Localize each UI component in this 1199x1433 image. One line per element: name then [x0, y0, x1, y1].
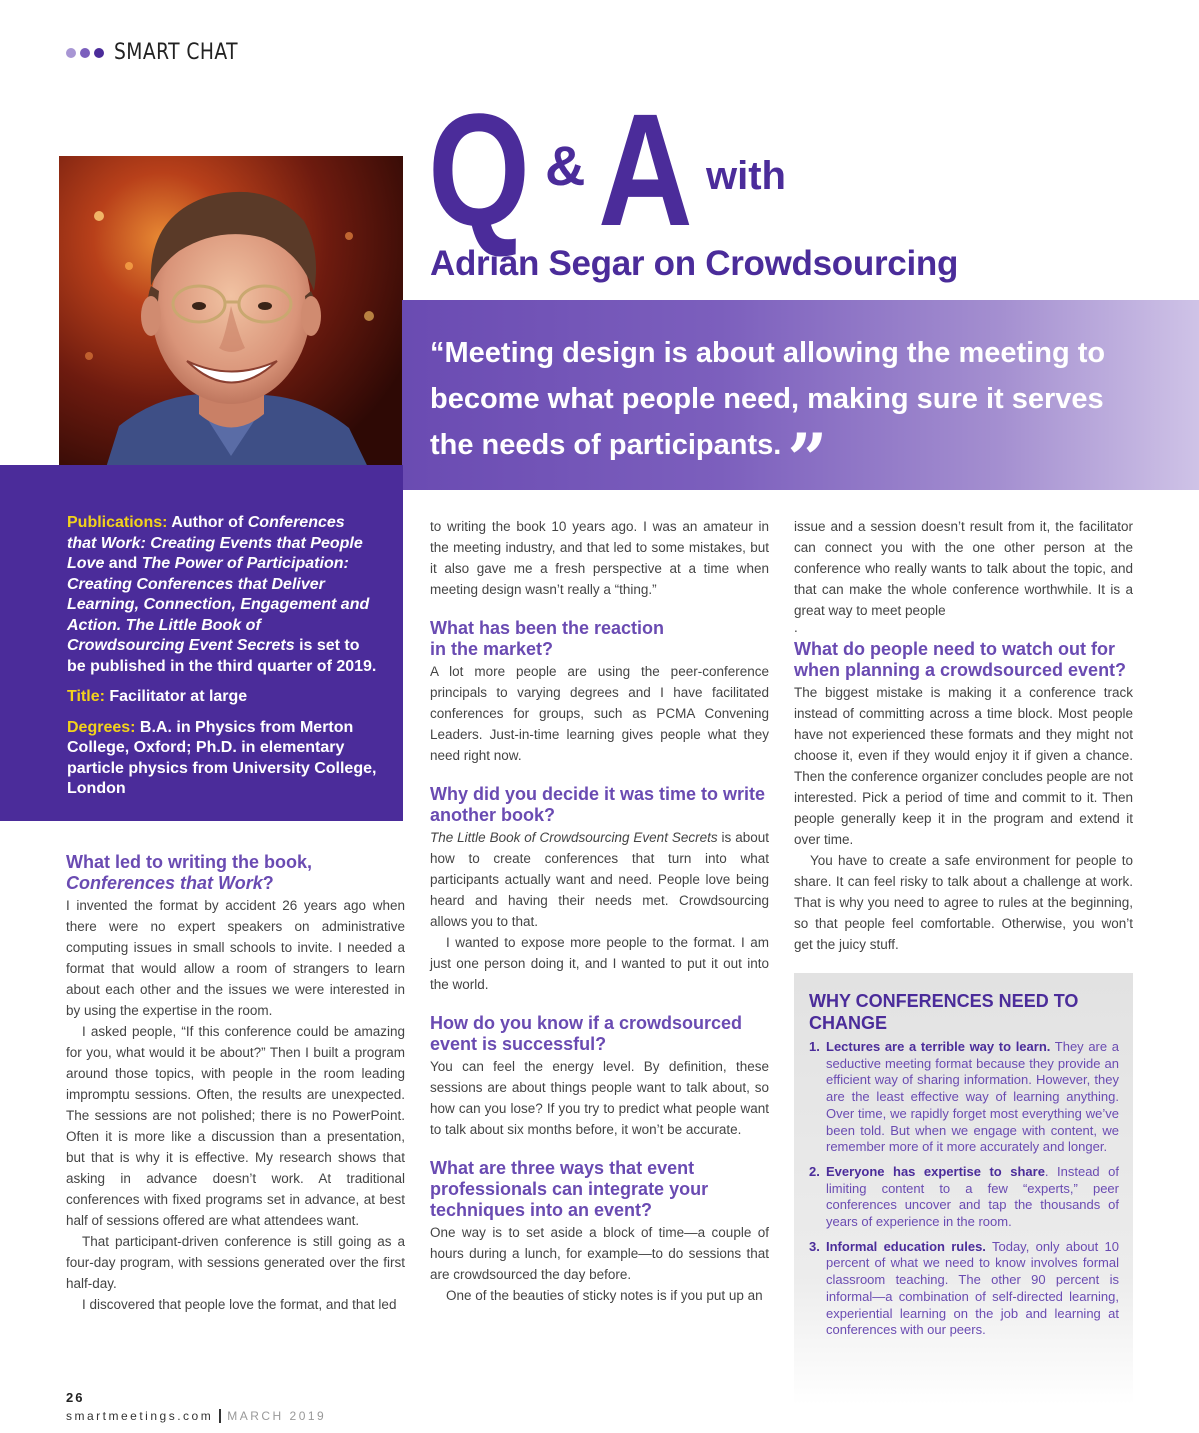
title-q: Q [428, 80, 522, 259]
title-value: Facilitator at large [104, 688, 248, 705]
page-number: 26 [66, 1390, 85, 1405]
portrait-photo [59, 156, 403, 490]
pull-quote [430, 330, 1150, 501]
list-item-head: Everyone has expertise to share [826, 1163, 1045, 1179]
paragraph: I invented the format by accident 26 years ago when there were no expert speakers on administrative computing issues in small schools to invite. I needed a format that would allow a room of strangers to learn about each other and the issues we were interested in by using the expertise in the room. [66, 898, 405, 1018]
section-label: SMART CHAT [114, 40, 238, 65]
sidebar-title: WHY CONFERENCES NEED TO CHANGE [809, 991, 1079, 1033]
bio-text: and [104, 555, 142, 572]
title-a: A [598, 80, 693, 259]
degrees-label: Degrees: [67, 718, 136, 736]
header-dots [66, 48, 104, 58]
footer-date: MARCH 2019 [227, 1409, 327, 1423]
paragraph: I discovered that people love the format, and that led [82, 1297, 397, 1312]
stray-period: . [794, 620, 798, 635]
bio-text: is set to be published in the third quarter of 2019. [67, 637, 377, 675]
bio-content [67, 513, 377, 810]
paragraph: You can feel the energy level. By definition, these sessions are about things people want to talk about, so how can you lose? If you try to predict what people want to talk about six months before, it won’t be accurate. [430, 1059, 769, 1137]
article-column-1 [66, 852, 405, 1315]
book-title: The Little Book of Crowdsourcing Event Secrets [430, 830, 718, 845]
bio-publications [67, 513, 377, 677]
paragraph: I asked people, “If this conference could be amazing for you, what would it be about?” Then I built a program around those topics, with people in the room leading impromptu sessions. Often, the results are unexpected. The sessions are not polished; there is no PowerPoint. Often it is more like a discussion than a presentation, but that is why it is effective. My research shows that asking in advance doesn’t work. At traditional conferences with fixed programs set in advance, at best half of sessions offered are what attendees want. [66, 1024, 405, 1228]
article-column-2 [430, 516, 769, 1306]
question-heading: How do you know if a crowdsourced event is successful? [430, 1013, 743, 1054]
close-quote-icon: ” [787, 418, 828, 501]
qa-title [428, 80, 786, 259]
paragraph: The biggest mistake is making it a conference track instead of committing across a time block. Most people have not experienced these formats and they might not choose it, even if they would enjoy it if given a chance. Then the conference organizer concludes people are not interested. Pick a period of time and commit to it. Then people generally keep it in the program and extend it over time. [794, 685, 1133, 847]
book-title: The Power of Participation: Creating Conferences that Deliver Learning, Connection, Engagement and Action. [67, 555, 370, 634]
footer-site: smartmeetings.com [66, 1409, 214, 1423]
paragraph: One of the beauties of sticky notes is if you put up an [446, 1288, 763, 1303]
pull-quote-band [402, 300, 1199, 501]
section-header [66, 40, 260, 65]
dot-icon [94, 48, 104, 58]
paragraph [430, 827, 769, 932]
bio-text: Author of [167, 514, 248, 531]
list-item-body: Today, only about 10 percent of what we need to know involves formal classroom teaching. The other 90 percent is informal—a combination of self-directed learning, experiential learning on the job and learning at conferences with our peers. [826, 1238, 1120, 1338]
bio-infobox [0, 465, 403, 821]
pull-quote-text: “Meeting design is about allowing the meeting to become what people need, making sure it serves the needs of participants. [430, 337, 1106, 461]
article-subtitle: Adrian Segar on Crowdsourcing [430, 244, 959, 283]
sidebar-list [809, 1039, 1119, 1347]
paragraph: A lot more people are using the peer-conference principals to varying degrees and I have facilitated conferences for groups, such as PCMA Convening Leaders. Just-in-time learning gives people what they need right now. [430, 664, 769, 763]
book-title: The Little Book of Crowdsourcing Event Secrets [67, 616, 295, 654]
list-item [809, 1239, 1119, 1339]
list-item [809, 1039, 1119, 1156]
paragraph: to writing the book 10 years ago. I was an amateur in the meeting industry, and that led to some mistakes, but it also gave me a fresh perspective at a time when meeting design wasn’t really a “thing.” [430, 519, 769, 597]
list-number: 1. [809, 1039, 820, 1054]
bio-degrees [67, 718, 377, 800]
dot-icon [66, 48, 76, 58]
paragraph: You have to create a safe environment for people to share. It can feel risky to talk about a challenge at work. That is why you need to agree to rules at the beginning, so that people feel comfortable. Otherwise, you won’t get the juicy stuff. [794, 853, 1133, 952]
list-item-body: . Instead of limiting content to a few “experts,” peer conferences uncover and tap the thousands of years of experience in the room. [826, 1163, 1119, 1230]
portrait-illustration [59, 156, 403, 490]
question-heading: Why did you decide it was time to write another book? [430, 784, 766, 825]
dot-icon [80, 48, 90, 58]
title-with: with [706, 154, 786, 198]
paragraph: I wanted to expose more people to the format. I am just one person doing it, and I wanted to put it out into the world. [430, 935, 769, 992]
footer-divider [219, 1409, 221, 1423]
paragraph: issue and a session doesn’t result from it, the facilitator can connect you with the one other person at the conference who really wants to talk about the topic, and that can make the whole conference worthwhile. It is a great way to meet people [794, 519, 1133, 618]
question-heading: What do people need to watch out for when planning a crowdsourced event? [794, 639, 1127, 680]
list-number: 2. [809, 1163, 820, 1179]
paragraph: One way is to set aside a block of time—a couple of hours during a lunch, for example—to do sessions that are crowdsourced the day before. [430, 1225, 769, 1282]
title-ampersand: & [545, 134, 586, 197]
list-item-head: Informal education rules. [826, 1238, 986, 1254]
heading-text: What led to writing the book, [66, 852, 312, 872]
degrees-value: B.A. in Physics from Merton College, Oxford; Ph.D. in elementary particle physics from University College, London [67, 718, 377, 797]
list-item-body: They are a seductive meeting format because they provide an efficient way of sharing information. However, they are the least effective way of learning anything. Over time, we rapidly forget most everything we’ve been told. But when we engage with content, we remember more of it more accurately and longer. [826, 1039, 1119, 1155]
paragraph-text: is about how to create conferences that turn into what participants actually want and need. People love being heard and having their needs met. Crowdsourcing allows you to that. [430, 830, 769, 929]
list-number: 3. [809, 1238, 820, 1254]
paragraph: That participant-driven conference is still going as a four-day program, with sessions generated over the first half-day. [66, 1234, 405, 1291]
publications-label: Publications: [67, 514, 168, 531]
list-item [809, 1164, 1119, 1231]
heading-book-title: Conferences that Work [66, 873, 263, 893]
footer [66, 1409, 326, 1423]
bio-title [67, 687, 377, 708]
heading-text: ? [262, 873, 274, 893]
article-column-3 [794, 516, 1133, 955]
list-item-head: Lectures are a terrible way to learn. [826, 1039, 1051, 1054]
title-label: Title: [67, 688, 105, 705]
question-heading [66, 852, 405, 894]
sidebar-box [794, 973, 1133, 1405]
question-heading: What are three ways that event professionals can integrate your techniques into an event? [430, 1158, 709, 1220]
question-heading: What has been the reaction in the market? [430, 618, 665, 659]
book-title: Conferences that Work: Creating Events that People Love [67, 514, 363, 572]
